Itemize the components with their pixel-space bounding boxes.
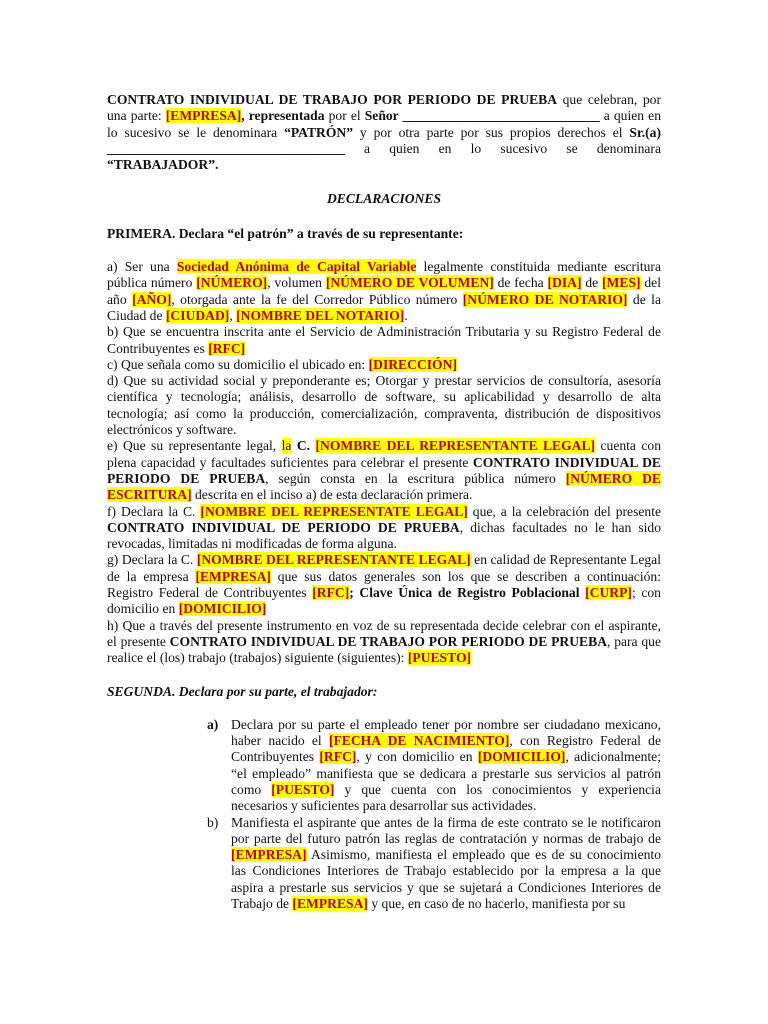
placeholder-empresa: [EMPRESA] [165, 108, 242, 124]
contract-intro [107, 92, 661, 173]
list-item: b) Manifiesta el aspirante que antes de la firma de este contrato se le notificaron por parte del futuro patrón las reglas de contratación y normas de trabajo de [EMPRESA] Asimismo, manifiesta el empleado que es de su conocimiento las Condiciones Interiores de Trabajo establecido por la empresa a la que aspira a prestarle sus servicios y que se sujetará a Condiciones Interiores de Trabajo de [EMPRESA] y que, en caso de no hacerlo, manifiesta por su [207, 814, 661, 912]
list-item: a) Declara por su parte el empleado tener por nombre ser ciudadano mexicano, haber nacido el [FECHA DE NACIMIENTO], con Registro Federal de Contribuyentes [RFC], y con domicilio en [DOMICILIO], adicionalmente; “el empleado” manifiesta que se dedicara a prestarle sus servicios al patrón como [PUESTO] y que cuenta con los conocimientos y experiencia necesarios y suficientes para desarrollar sus actividades. [207, 716, 662, 814]
placeholder-volumen: [NÚMERO DE VOLUMEN] [325, 275, 494, 291]
segunda-list [107, 717, 661, 913]
placeholder-puesto: [PUESTO] [407, 650, 472, 666]
placeholder-empresa: [EMPRESA] [195, 568, 271, 584]
placeholder-empresa: [EMPRESA] [231, 847, 307, 863]
segunda-heading: SEGUNDA. Declara por su parte, el trabajador: [107, 683, 378, 699]
placeholder-direccion: [DIRECCIÓN] [368, 356, 457, 372]
placeholder-ciudad: [CIUDAD] [165, 307, 230, 323]
placeholder-rfc: [RFC] [319, 749, 357, 765]
placeholder-notario-numero: [NÚMERO DE NOTARIO] [462, 291, 628, 307]
placeholder-representante: [NOMBRE DEL REPRESENTATE LEGAL] [200, 503, 468, 519]
placeholder-domicilio: [DOMICILIO] [178, 601, 267, 617]
senor-blank: Señor _____________________________ [364, 108, 600, 124]
placeholder-mes: [MES] [602, 275, 641, 291]
text: y por otra parte por sus propios derechos el [353, 124, 630, 140]
text: a quien en lo sucesivo se le denominara [107, 108, 661, 140]
placeholder-domicilio: [DOMICILIO] [477, 749, 566, 765]
placeholder-representante: [NOMBRE DEL REPRESENTANTE LEGAL] [196, 552, 471, 568]
clause-c: c) Que señala como su domicilio el ubicado en: [DIRECCIÓN] [107, 356, 457, 372]
list-marker: b) [207, 814, 219, 830]
clause-a: a) Ser una Sociedad Anónima de Capital Variable legalmente constituida mediante escritura pública número [NÚMERO], volumen [NÚMERO DE VOLUMEN] de fecha [DIA] de [MES] del año [AÑO], otorgada ante la fe del Corredor Público número [NÚMERO DE NOTARIO] de la Ciudad de [CIUDAD], [NOMBRE DEL NOTARIO]. [107, 259, 661, 323]
placeholder-curp: [CURP] [585, 585, 632, 601]
placeholder-escritura: [NÚMERO DE ESCRITURA] [107, 470, 662, 503]
clause-e: e) Que su representante legal, la C. [NOMBRE DEL REPRESENTANTE LEGAL] cuenta con plena capacidad y facultades suficientes para celebrar el presente CONTRATO INDIVIDUAL DE PERIODO DE PRUEBA, según consta en la escritura pública número [NÚMERO DE ESCRITURA] descrita en el inciso a) de esta declaración primera. [107, 438, 662, 503]
declaraciones-heading: DECLARACIONES [326, 191, 442, 207]
placeholder-numero: [NÚMERO] [196, 275, 268, 291]
text-bold: , representada [241, 108, 325, 124]
primera-heading: PRIMERA. Declara “el patrón” a través de su representante: [107, 225, 464, 241]
list-marker: a) [207, 716, 219, 732]
placeholder-rfc: [RFC] [312, 585, 350, 601]
placeholder-empresa: [EMPRESA] [292, 896, 368, 912]
contract-title: CONTRATO INDIVIDUAL DE TRABAJO POR PERIODO DE PRUEBA [107, 92, 558, 107]
clause-g: g) Declara la C. [NOMBRE DEL REPRESENTANTE LEGAL] en calidad de Representante Legal de la empresa [EMPRESA] que sus datos generales son los que se describen a continuación: Registro Federal de Contribuyentes [RFC]; Clave Única de Registro Poblacional [CURP]; con domicilio en [DOMICILIO] [107, 552, 661, 617]
placeholder-representante: [NOMBRE DEL REPRESENTANTE LEGAL] [315, 438, 596, 454]
text: que celebran, por una parte: [107, 92, 661, 124]
trabajador-label: “TRABAJADOR”. [107, 157, 219, 173]
placeholder-fecha-nacimiento: [FECHA DE NACIMIENTO] [328, 733, 510, 749]
placeholder-ano: [AÑO] [132, 291, 172, 307]
highlight-la: la [281, 438, 292, 454]
text: por el [324, 108, 365, 124]
placeholder-notario-nombre: [NOMBRE DEL NOTARIO] [236, 307, 405, 323]
placeholder-rfc: [RFC] [208, 340, 246, 356]
text: a quien en lo sucesivo se denominara [344, 140, 661, 156]
clause-d: d) Que su actividad social y preponderante es; Otorgar y prestar servicios de consultoría, asesoría científica y tecnología; análisis, desarrollo de software, su aplicabilidad y desarrollo de alta tecnología; así como la producción, comercialización, compraventa, distribución de dispositivos electrónicos y software. [107, 373, 661, 438]
clause-b: b) Que se encuentra inscrita ante el Servicio de Administración Tributaria y su Registro Federal de Contribuyentes es [RFC] [107, 324, 661, 356]
clause-h: h) Que a través del presente instrumento en voz de su representada decide celebrar con el aspirante, el presente CONTRATO INDIVIDUAL DE TRABAJO POR PERIODO DE PRUEBA, para que realice el (los) trabajo (trabajos) siguiente (siguientes): [PUESTO] [107, 617, 661, 666]
clause-f: f) Declara la C. [NOMBRE DEL REPRESENTATE LEGAL] que, a la celebración del presente CONTRATO INDIVIDUAL DE PERIODO DE PRUEBA, dichas facultades no le han sido revocadas, limitadas ni modificadas de forma alguna. [107, 503, 661, 552]
placeholder-sociedad: Sociedad Anónima de Capital Variable [176, 259, 417, 275]
placeholder-puesto: [PUESTO] [271, 781, 335, 797]
patron-label: “PATRÓN” [284, 124, 354, 140]
sra-blank: Sr.(a) ___________________________________ [107, 124, 661, 156]
document-page [107, 92, 661, 912]
placeholder-dia: [DIA] [547, 275, 582, 291]
